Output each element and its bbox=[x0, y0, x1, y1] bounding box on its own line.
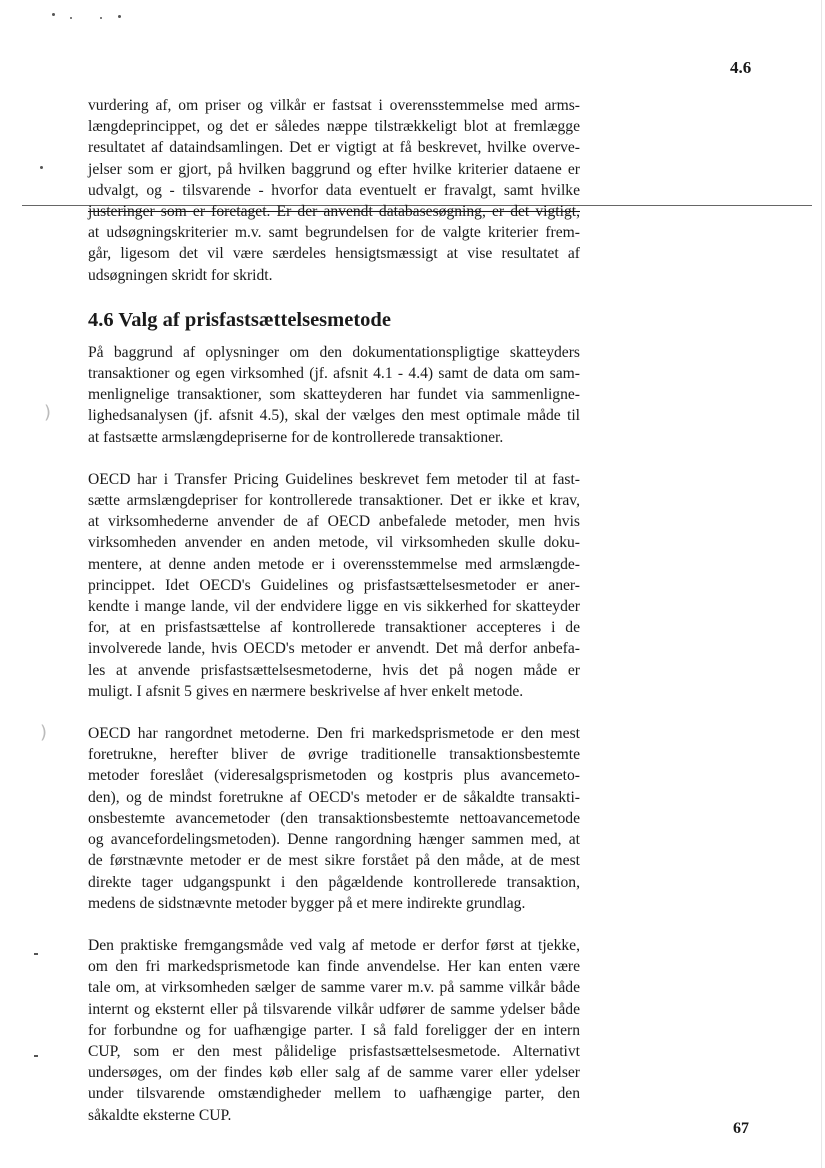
text-line: udvalgt, og - tilsvarende - hvorfor data eventuelt er fravalgt, samt hvilke bbox=[88, 181, 580, 199]
text-line: OECD har rangordnet metoderne. Den fri markedsprismetode er den mest bbox=[88, 725, 580, 743]
text-line: at fastsætte armslængdepriserne for de kontrollerede transaktioner. bbox=[88, 428, 504, 446]
text-line: CUP, som er den mest pålidelige prisfastsættelsesmetode. Alternativt bbox=[88, 1042, 580, 1060]
text-line: metoder foreslået (videresalgsprismetoden og kostpris plus avancemeto- bbox=[88, 767, 580, 785]
text-line: les at anvende prisfastsættelsesmetoderne, hvis det på nogen måde er bbox=[88, 661, 580, 679]
paragraph-method-selection bbox=[88, 342, 580, 448]
running-section-number: 4.6 bbox=[730, 58, 752, 77]
page-edge-shadow bbox=[821, 0, 822, 1168]
text-line: resultatet af dataindsamlingen. Det er vigtigt at få beskrevet, hvilke overve- bbox=[88, 139, 580, 157]
text-line: princippet. Idet OECD's Guidelines og prisfastsættelsesmetoder er aner- bbox=[88, 576, 580, 594]
text-line: involverede lande, hvis OECD's metoder er anvendt. Det må derfor anbefa- bbox=[88, 640, 580, 658]
scan-speck bbox=[34, 953, 38, 955]
text-line: om den fri markedsprismetode kan finde anvendelse. Her kan enten være bbox=[88, 958, 580, 976]
scan-speck bbox=[118, 15, 121, 18]
text-line: medens de sidstnævnte metoder bygger på et mere indirekte grundlag. bbox=[88, 894, 526, 912]
text-line: Den praktiske fremgangsmåde ved valg af metode er derfor først at tjekke, bbox=[88, 936, 580, 954]
text-line: undersøges, om der findes køb eller salg af de samme varer eller ydelser bbox=[88, 1064, 580, 1082]
scan-speck bbox=[70, 17, 72, 19]
text-line: udsøgningen skridt for skridt. bbox=[88, 266, 273, 284]
text-line: for forbundne og for uafhængige parter. I så fald foreligger der en intern bbox=[88, 1021, 580, 1039]
scan-speck bbox=[100, 17, 102, 19]
text-line: at virksomhederne anvender de af OECD anbefalede metoder, men hvis bbox=[88, 513, 580, 531]
text-line: under tilsvarende omstændigheder mellem to uafhængige parter, den bbox=[88, 1085, 580, 1103]
text-line: transaktioner og egen virksomhed (jf. afsnit 4.1 - 4.4) samt de data om sam- bbox=[88, 365, 580, 383]
scan-speck bbox=[40, 166, 43, 169]
page-number: 67 bbox=[733, 1120, 749, 1137]
text-line: at udsøgningskriterier m.v. samt begrundelsen for de valgte kriterier frem- bbox=[88, 224, 580, 242]
intro-paragraph bbox=[88, 95, 580, 286]
text-line: sætte armslængdepriser for kontrollerede transaktioner. Det er ikke et krav, bbox=[88, 492, 580, 510]
text-line: På baggrund af oplysninger om den dokumentationspligtige skatteyders bbox=[88, 343, 580, 361]
text-line: virksomheden anvender en anden metode, vil virksomheden skulle doku- bbox=[88, 534, 580, 552]
text-line: kendte i mange lande, vil der endvidere ligge en vis sikkerhed for skatteyder bbox=[88, 598, 580, 616]
text-line: lighedsanalysen (jf. afsnit 4.5), skal der vælges den mest optimale måde til bbox=[88, 407, 580, 425]
text-line: muligt. I afsnit 5 gives en nærmere beskrivelse af hver enkelt metode. bbox=[88, 682, 524, 700]
text-line: foretrukne, herefter bliver de øvrige traditionelle transaktionsbestemte bbox=[88, 746, 580, 764]
text-line: går, ligesom det vil være særdeles hensigtsmæssigt at vise resultatet af bbox=[88, 245, 580, 263]
text-line: OECD har i Transfer Pricing Guidelines beskrevet fem metoder til at fast- bbox=[88, 470, 580, 488]
text-line: vurdering af, om priser og vilkår er fastsat i overensstemmelse med arms- bbox=[88, 97, 580, 114]
binding-hole-mark: ) bbox=[44, 402, 52, 423]
text-line: onsbestemte avancemetoder (den transaktionsbestemte nettoavancemetode bbox=[88, 809, 580, 827]
text-line: internt og eksternt eller på tilsvarende vilkår udfører de samme ydelser både bbox=[88, 1000, 580, 1018]
scan-speck bbox=[52, 13, 55, 16]
text-line: for, at en prisfastsættelse af kontrollerede transaktioner accepteres i de bbox=[88, 619, 580, 637]
text-line: justeringer som er foretaget. Er der anvendt databasesøgning, er det vigtigt, bbox=[88, 203, 580, 221]
text-line: direkte tager udgangspunkt i den pågældende kontrollerede transaktion, bbox=[88, 873, 580, 891]
text-line: menlignelige transaktioner, som skatteyderen har fundet via sammenligne- bbox=[88, 386, 580, 404]
text-line: tale om, at virksomheden sælger de samme varer m.v. på samme vilkår både bbox=[88, 979, 580, 997]
section-heading: 4.6 Valg af prisfastsættelsesmetode bbox=[88, 308, 391, 331]
text-line: og avancefordelingsmetoden). Denne rangordning hænger sammen med, at bbox=[88, 831, 580, 849]
paragraph-oecd-guidelines bbox=[88, 469, 580, 702]
binding-hole-mark: ) bbox=[40, 722, 48, 743]
text-line: mentere, at denne anden metode er i overensstemmelse med armslængde- bbox=[88, 555, 580, 573]
text-line: de førstnævnte metoder er de mest sikre forstået på den måde, at de mest bbox=[88, 852, 580, 870]
paragraph-practical-approach bbox=[88, 935, 580, 1126]
scan-speck bbox=[34, 1055, 38, 1057]
text-line: længdeprincippet, og det er således næppe tilstrækkeligt blot at fremlægge bbox=[88, 118, 580, 136]
paragraph-method-ranking bbox=[88, 723, 580, 914]
text-line: såkaldte eksterne CUP. bbox=[88, 1106, 232, 1124]
text-line: jelser som er gjort, på hvilken baggrund og efter hvilke kriterier dataene er bbox=[88, 160, 580, 178]
text-line: den), og de mindst foretrukne af OECD's metoder er de såkaldte transakti- bbox=[88, 788, 580, 806]
page-body bbox=[88, 95, 580, 1147]
